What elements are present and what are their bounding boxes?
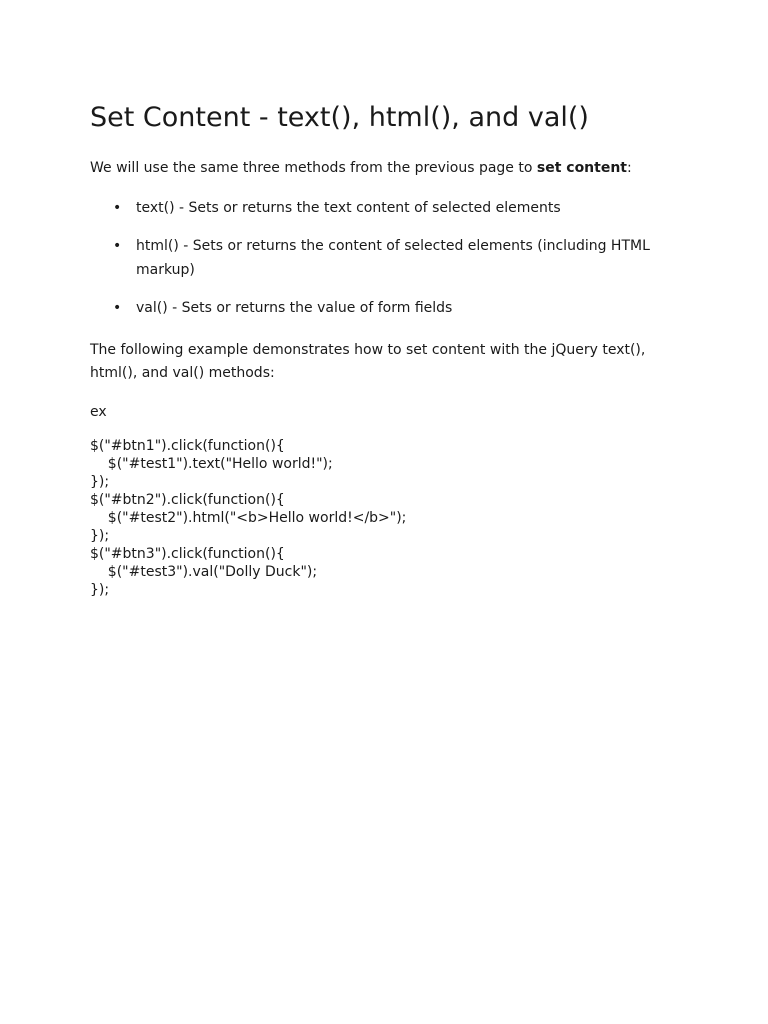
code-line: $("#test3").val("Dolly Duck"); (90, 564, 318, 580)
intro-text: We will use the same three methods from the previous page to (90, 160, 537, 176)
intro-paragraph (90, 157, 632, 179)
code-line: $("#btn2").click(function(){ (90, 492, 285, 508)
code-line: }); (90, 528, 110, 544)
code-line: $("#btn1").click(function(){ (90, 438, 285, 454)
list-item-text: html() - Sets or returns the content of selected elements (including HTML markup) (136, 238, 650, 278)
code-line: $("#test1").text("Hello world!"); (90, 456, 333, 472)
bullet-icon: • (113, 200, 122, 216)
following-paragraph: The following example demonstrates how to set content with the jQuery text(), html(), and val() methods: (90, 342, 646, 381)
code-line: $("#test2").html("<b>Hello world!</b>"); (90, 510, 407, 526)
intro-suffix: : (627, 160, 632, 176)
list-item (90, 234, 681, 282)
example-label: ex (90, 404, 107, 420)
code-block (90, 437, 406, 599)
list-item-text: val() - Sets or returns the value of form fields (136, 300, 453, 316)
bullet-icon: • (113, 300, 122, 316)
bullet-icon: • (113, 238, 122, 254)
list-item (90, 196, 690, 220)
list-item-text: text() - Sets or returns the text content of selected elements (136, 200, 561, 216)
methods-list (90, 196, 690, 334)
code-line: $("#btn3").click(function(){ (90, 546, 285, 562)
code-line: }); (90, 582, 110, 598)
page-title: Set Content - text(), html(), and val() (90, 102, 589, 133)
intro-bold-text: set content (536, 160, 627, 176)
list-item (90, 296, 690, 320)
code-line: }); (90, 474, 110, 490)
